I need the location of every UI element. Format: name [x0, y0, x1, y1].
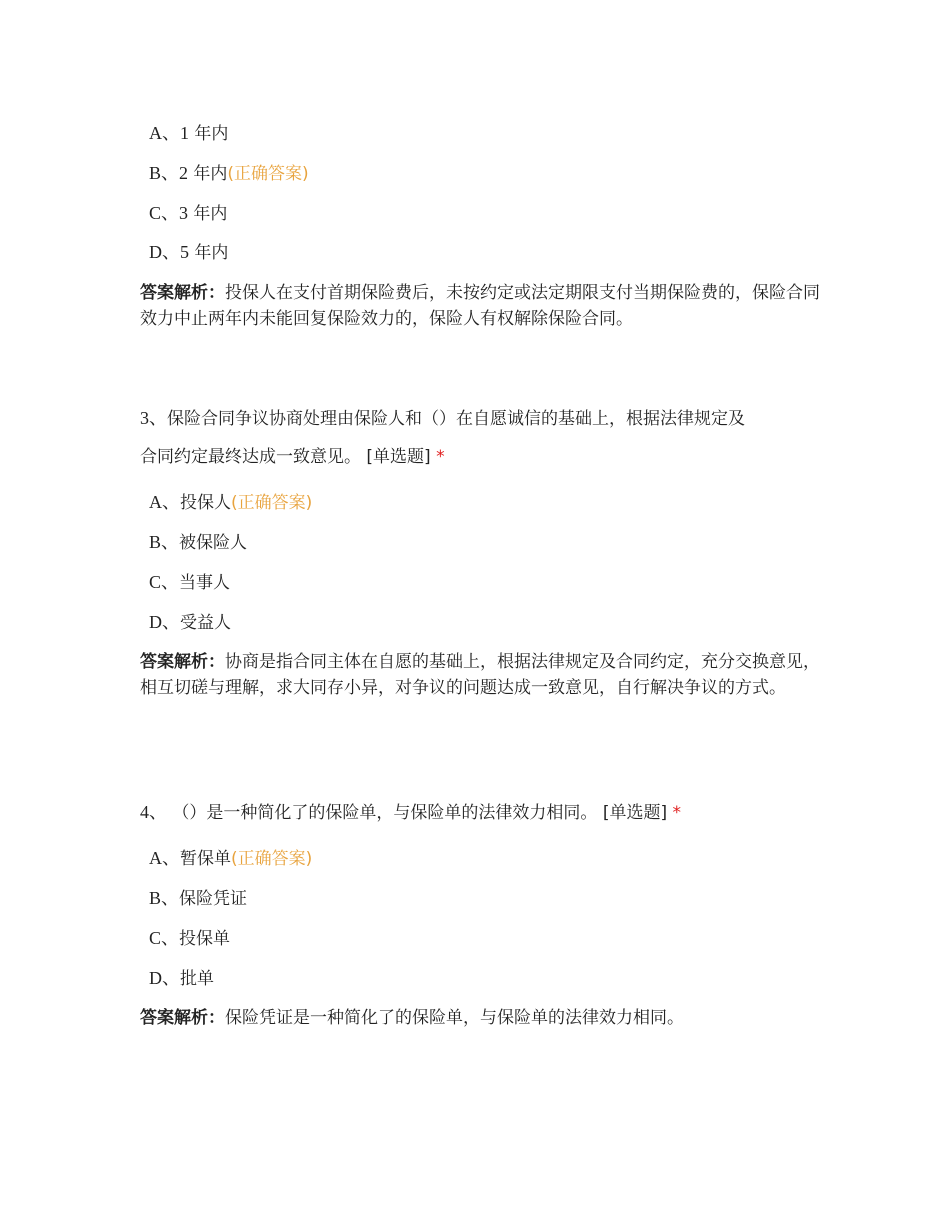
- analysis-text: 投保人在支付首期保险费后，未按约定或法定期限支付当期保险费的，保险合同效力中止两年内未能回复保险效力的，保险人有权解除保险合同。: [140, 283, 820, 329]
- option-letter: D、: [149, 242, 180, 262]
- analysis-label: 答案解析：: [140, 1008, 225, 1028]
- q4-analysis: [140, 1005, 820, 1031]
- option-letter: C、: [149, 928, 180, 948]
- option-letter: D、: [149, 968, 180, 988]
- option-letter: C、: [149, 203, 180, 223]
- option-text: 批单: [180, 969, 214, 989]
- q2-analysis: [140, 280, 820, 332]
- question-text: 保险合同争议协商处理由保险人和（）在自愿诚信的基础上，根据法律规定及: [167, 409, 745, 429]
- q2-option-b: [149, 162, 309, 185]
- q4-option-c: [149, 927, 230, 950]
- option-text: 年内: [193, 164, 228, 184]
- analysis-text: 协商是指合同主体在自愿的基础上，根据法律规定及合同约定，充分交换意见，相互切磋与理解，求大同存小异，对争议的问题达成一致意见，自行解决争议的方式。: [140, 652, 820, 698]
- option-letter: B、: [149, 888, 180, 908]
- option-text: 受益人: [180, 613, 231, 633]
- option-letter: A、: [149, 848, 180, 868]
- q3-analysis: [140, 649, 820, 701]
- option-letter: B、: [149, 163, 180, 183]
- option-letter: C、: [149, 572, 180, 592]
- option-text: 年内: [194, 243, 229, 263]
- option-text: 投保单: [179, 929, 231, 949]
- analysis-label: 答案解析：: [140, 283, 225, 303]
- q4-option-d: [149, 967, 214, 990]
- analysis-text: 保险凭证是一种简化了的保险单，与保险单的法律效力相同。: [225, 1008, 684, 1028]
- option-text: 暂保单: [180, 849, 231, 869]
- correct-answer-tag: (正确答案): [227, 164, 309, 184]
- q3-title-line1: [140, 407, 745, 430]
- question-number: 3、: [140, 408, 167, 428]
- question-type: [单选题]: [602, 803, 668, 823]
- option-text: 被保险人: [179, 533, 248, 553]
- option-letter: A、: [149, 492, 180, 512]
- q3-option-a: [149, 491, 312, 514]
- option-number: 5: [180, 242, 189, 262]
- option-text: 当事人: [179, 573, 231, 593]
- q4-option-b: [149, 887, 247, 910]
- required-mark: *: [436, 447, 445, 467]
- option-number: 2: [179, 163, 189, 183]
- analysis-label: 答案解析：: [140, 652, 225, 672]
- q2-option-d: [149, 241, 228, 264]
- correct-answer-tag: (正确答案): [231, 849, 313, 869]
- q3-title-line2: [140, 446, 445, 468]
- q4-title: [140, 801, 681, 824]
- option-letter: A、: [149, 123, 180, 143]
- question-number: 4、: [140, 802, 167, 822]
- q2-option-c: [149, 202, 227, 225]
- option-text: 年内: [193, 204, 228, 224]
- option-number: 1: [180, 123, 189, 143]
- question-type: [单选题]: [366, 447, 431, 467]
- option-letter: B、: [149, 532, 180, 552]
- option-text: 年内: [194, 124, 229, 144]
- q3-option-d: [149, 611, 231, 634]
- correct-answer-tag: (正确答案): [231, 493, 313, 513]
- q3-option-b: [149, 531, 247, 554]
- option-text: 保险凭证: [179, 889, 248, 909]
- q4-option-a: [149, 847, 312, 870]
- option-letter: D、: [149, 612, 180, 632]
- option-number: 3: [179, 203, 189, 223]
- question-text: （）是一种简化了的保险单，与保险单的法律效力相同。: [172, 803, 598, 823]
- question-text: 合同约定最终达成一致意见。: [140, 447, 361, 467]
- option-text: 投保人: [180, 493, 231, 513]
- required-mark: *: [672, 803, 681, 823]
- q2-option-a: [149, 122, 228, 145]
- q3-option-c: [149, 571, 230, 594]
